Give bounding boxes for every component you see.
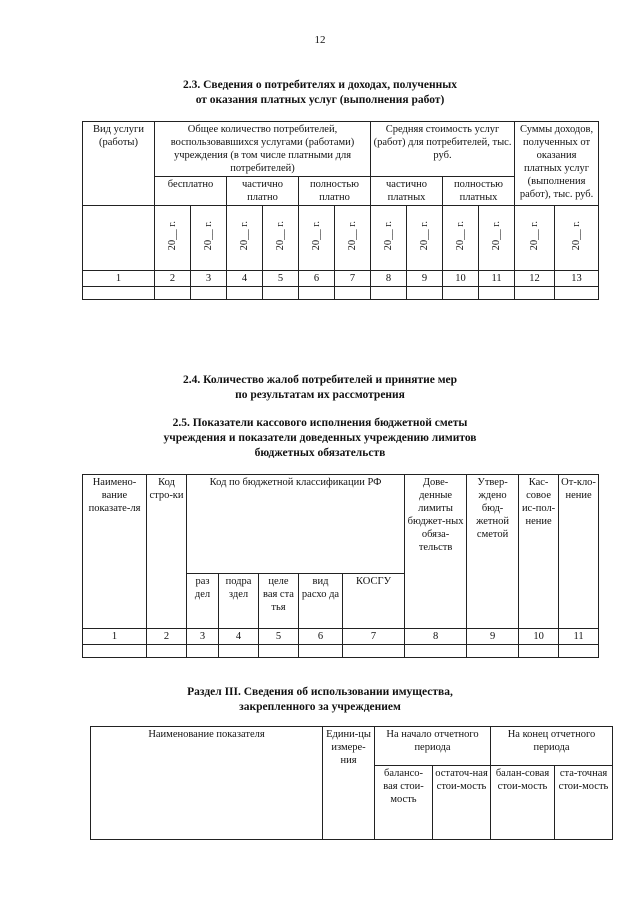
table-2-5 bbox=[82, 474, 599, 658]
header-unit: Едини-цы измере-ния bbox=[323, 727, 375, 840]
empty-cell bbox=[219, 645, 259, 658]
column-number: 11 bbox=[479, 271, 515, 287]
empty-cell bbox=[191, 287, 227, 300]
year-label: 20__ г. bbox=[455, 221, 467, 251]
header-free: бесплатно bbox=[155, 177, 227, 206]
empty-cell bbox=[83, 645, 147, 658]
empty-cell bbox=[407, 287, 443, 300]
header-vid: Вид услуги (работы) bbox=[83, 122, 155, 206]
empty-cell bbox=[227, 287, 263, 300]
header-line-code: Код стро-ки bbox=[147, 475, 187, 629]
header-balance-end: балан-совая стои-мость bbox=[491, 766, 555, 840]
header-partly-paid: частично платно bbox=[227, 177, 299, 206]
empty-cell bbox=[443, 287, 479, 300]
section-2-4-title-line2: по результатам их рассмотрения bbox=[235, 389, 405, 401]
header-fully-paid: полностью платно bbox=[299, 177, 371, 206]
section-3-title-line1: Раздел III. Сведения об использовании имущества, bbox=[187, 686, 453, 698]
column-number: 7 bbox=[335, 271, 371, 287]
column-number: 3 bbox=[187, 629, 219, 645]
year-cell bbox=[299, 206, 335, 271]
year-label: 20__ г. bbox=[571, 221, 583, 251]
header-expense-type: вид расхо да bbox=[299, 574, 343, 629]
header-fully-paid-avg: полностью платных bbox=[443, 177, 515, 206]
column-number: 11 bbox=[559, 629, 599, 645]
header-indicator-name: Наимено-вание показате-ля bbox=[83, 475, 147, 629]
empty-cell bbox=[519, 645, 559, 658]
empty-cell bbox=[515, 287, 555, 300]
empty-cell bbox=[335, 287, 371, 300]
header-approved-cont bbox=[467, 574, 519, 629]
column-number: 7 bbox=[343, 629, 405, 645]
section-2-5-title-line2: учреждения и показатели доведенных учреждению лимитов bbox=[163, 432, 477, 444]
header-total-consumers: Общее количество потребителей, воспользовавшихся услугами (работами) учреждения (в том числе платными для потребителей) bbox=[155, 122, 371, 177]
header-residual-start: остаточ-ная стои-мость bbox=[433, 766, 491, 840]
column-number: 8 bbox=[371, 271, 407, 287]
header-podrazdel: подра здел bbox=[219, 574, 259, 629]
header-avg-cost: Средняя стоимость услуг (работ) для потребителей, тыс. руб. bbox=[371, 122, 515, 177]
empty-cell bbox=[259, 645, 299, 658]
year-cell bbox=[263, 206, 299, 271]
year-cell bbox=[479, 206, 515, 271]
year-label: 20__ г. bbox=[239, 221, 250, 251]
year-label: 20__ г. bbox=[347, 221, 358, 251]
column-number: 9 bbox=[407, 271, 443, 287]
year-label: 20__ г. bbox=[419, 221, 431, 251]
empty-cell bbox=[83, 287, 155, 300]
column-number: 6 bbox=[299, 271, 335, 287]
column-number: 2 bbox=[155, 271, 191, 287]
header-partly-paid-avg: частично платных bbox=[371, 177, 443, 206]
header-deviation: От-кло-нение bbox=[559, 475, 599, 574]
year-cell bbox=[335, 206, 371, 271]
year-cell bbox=[191, 206, 227, 271]
header-target-article: целе вая ста тья bbox=[259, 574, 299, 629]
column-number: 8 bbox=[405, 629, 467, 645]
column-number: 13 bbox=[555, 271, 599, 287]
column-number: 10 bbox=[443, 271, 479, 287]
header-deviation-cont bbox=[559, 574, 599, 629]
column-number: 4 bbox=[227, 271, 263, 287]
header-indicator-name-3: Наименование показателя bbox=[91, 727, 323, 840]
empty-cell bbox=[371, 287, 407, 300]
empty-cell bbox=[405, 645, 467, 658]
column-number: 3 bbox=[191, 271, 227, 287]
year-label: 20__ г. bbox=[311, 221, 322, 251]
section-2-3-title-line1: 2.3. Сведения о потребителях и доходах, полученных bbox=[182, 79, 457, 91]
empty-cell bbox=[555, 287, 599, 300]
empty-cell bbox=[263, 287, 299, 300]
empty-cell bbox=[559, 645, 599, 658]
header-income-sum: Суммы доходов, полученных от оказания платных услуг (выполнения работ), тыс. руб. bbox=[515, 122, 599, 206]
section-2-4-title-line1: 2.4. Количество жалоб потребителей и принятие мер bbox=[182, 374, 458, 386]
year-label: 20__ г. bbox=[383, 221, 395, 251]
empty-cell bbox=[479, 287, 515, 300]
column-number: 12 bbox=[515, 271, 555, 287]
year-cell bbox=[155, 206, 191, 271]
empty-cell bbox=[155, 287, 191, 300]
column-number: 5 bbox=[263, 271, 299, 287]
section-2-5-title-line3: бюджетных обязательств bbox=[254, 447, 386, 459]
empty-cell bbox=[299, 287, 335, 300]
header-budget-classification: Код по бюджетной классификации РФ bbox=[187, 475, 405, 574]
header-approved: Утвер-ждено бюд-жетной сметой bbox=[467, 475, 519, 574]
empty-cell bbox=[147, 645, 187, 658]
column-number: 9 bbox=[467, 629, 519, 645]
header-kosgu: КОСГУ bbox=[343, 574, 405, 629]
empty-cell bbox=[299, 645, 343, 658]
empty-cell bbox=[467, 645, 519, 658]
year-cell-empty bbox=[83, 206, 155, 271]
year-label: 20__ г. bbox=[491, 221, 503, 251]
section-2-5-title-line1: 2.5. Показатели кассового исполнения бюджетной сметы bbox=[172, 417, 468, 429]
header-residual-end: ста-точная стои-мость bbox=[555, 766, 613, 840]
year-cell bbox=[407, 206, 443, 271]
page-number: 12 bbox=[314, 34, 326, 46]
year-cell bbox=[515, 206, 555, 271]
table-2-3 bbox=[82, 121, 599, 300]
header-limits: Дове-денные лимиты бюджет-ных обяза-тельств bbox=[405, 475, 467, 574]
year-label: 20__ г. bbox=[203, 221, 214, 251]
column-number: 10 bbox=[519, 629, 559, 645]
column-number: 6 bbox=[299, 629, 343, 645]
column-number: 4 bbox=[219, 629, 259, 645]
column-number: 5 bbox=[259, 629, 299, 645]
year-label: 20__ г. bbox=[529, 221, 541, 251]
header-balance-start: балансо-вая стои-мость bbox=[375, 766, 433, 840]
table-3 bbox=[90, 726, 613, 840]
column-number: 1 bbox=[83, 271, 155, 287]
year-cell bbox=[227, 206, 263, 271]
column-number: 2 bbox=[147, 629, 187, 645]
header-period-start: На начало отчетного периода bbox=[375, 727, 491, 766]
year-label: 20__ г. bbox=[167, 221, 178, 251]
year-label: 20__ г. bbox=[275, 221, 286, 251]
section-3-title-line2: закрепленного за учреждением bbox=[239, 701, 401, 713]
header-razdel: раз дел bbox=[187, 574, 219, 629]
column-number: 1 bbox=[83, 629, 147, 645]
year-cell bbox=[371, 206, 407, 271]
year-cell bbox=[443, 206, 479, 271]
empty-cell bbox=[187, 645, 219, 658]
section-2-3-title-line2: от оказания платных услуг (выполнения работ) bbox=[195, 94, 445, 106]
empty-cell bbox=[343, 645, 405, 658]
header-period-end: На конец отчетного периода bbox=[491, 727, 613, 766]
header-cash-cont bbox=[519, 574, 559, 629]
header-limits-cont bbox=[405, 574, 467, 629]
year-cell bbox=[555, 206, 599, 271]
header-cash-execution: Кас-совое ис-пол-нение bbox=[519, 475, 559, 574]
